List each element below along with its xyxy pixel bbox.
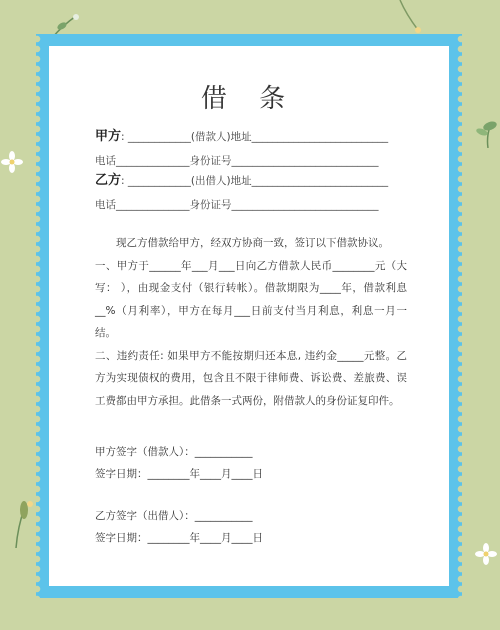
stamp-edge-left — [33, 34, 41, 598]
iou-document — [49, 46, 449, 586]
party-b-sign-date: 签字日期：________年____月____日 — [95, 532, 263, 544]
body-intro: 现乙方借款给甲方，经双方协商一致，签订以下借款协议。 — [116, 237, 389, 249]
leaf-bottom-left-icon — [6, 494, 36, 548]
party-b-address-line — [95, 174, 388, 188]
party-a-phone-line: 电话______________身份证号____________________________ — [95, 155, 379, 167]
party-b-phone-line: 电话______________身份证号____________________________ — [95, 199, 379, 211]
body-clause-2: 二、违约责任: 如果甲方不能按期归还本息, 违约金_____元整。乙方为实现债权的费用，包含且不限于律师费、诉讼费、差旅费、误工费都由甲方承担。此借条一式两份，附借款人的身份证复印件。 — [95, 349, 407, 407]
body-clause-1: 一、甲方于______年___月___日向乙方借款人民币________元（大写： ），由现金支付（银行转帐）。借款期限为____年，借款利息__%（月利率），甲方在每月___日前支付当月利息，利息一月一结。 — [95, 259, 407, 339]
party-a-line1: : ____________(借款人)地址__________________________ — [121, 131, 389, 143]
party-a-sign-date: 签字日期：________年____月____日 — [95, 468, 263, 480]
stamp-edge-right — [457, 34, 465, 598]
party-b-line1: : ____________(出借人)地址__________________________ — [121, 175, 389, 187]
document-title: 借 条 — [200, 84, 298, 114]
party-a-label: 甲方 — [95, 129, 122, 144]
party-b-label: 乙方 — [95, 173, 122, 188]
flower-right-icon — [474, 542, 498, 566]
leaf-right-icon — [474, 114, 500, 148]
party-a-address-line — [95, 130, 388, 144]
party-a-signature: 甲方签字（借款人）：___________ — [95, 446, 253, 458]
branch-top-right-icon — [396, 0, 426, 34]
agreement-body — [95, 232, 407, 412]
party-b-signature: 乙方签字（出借人）：___________ — [95, 510, 253, 522]
flower-left-icon — [0, 150, 24, 174]
